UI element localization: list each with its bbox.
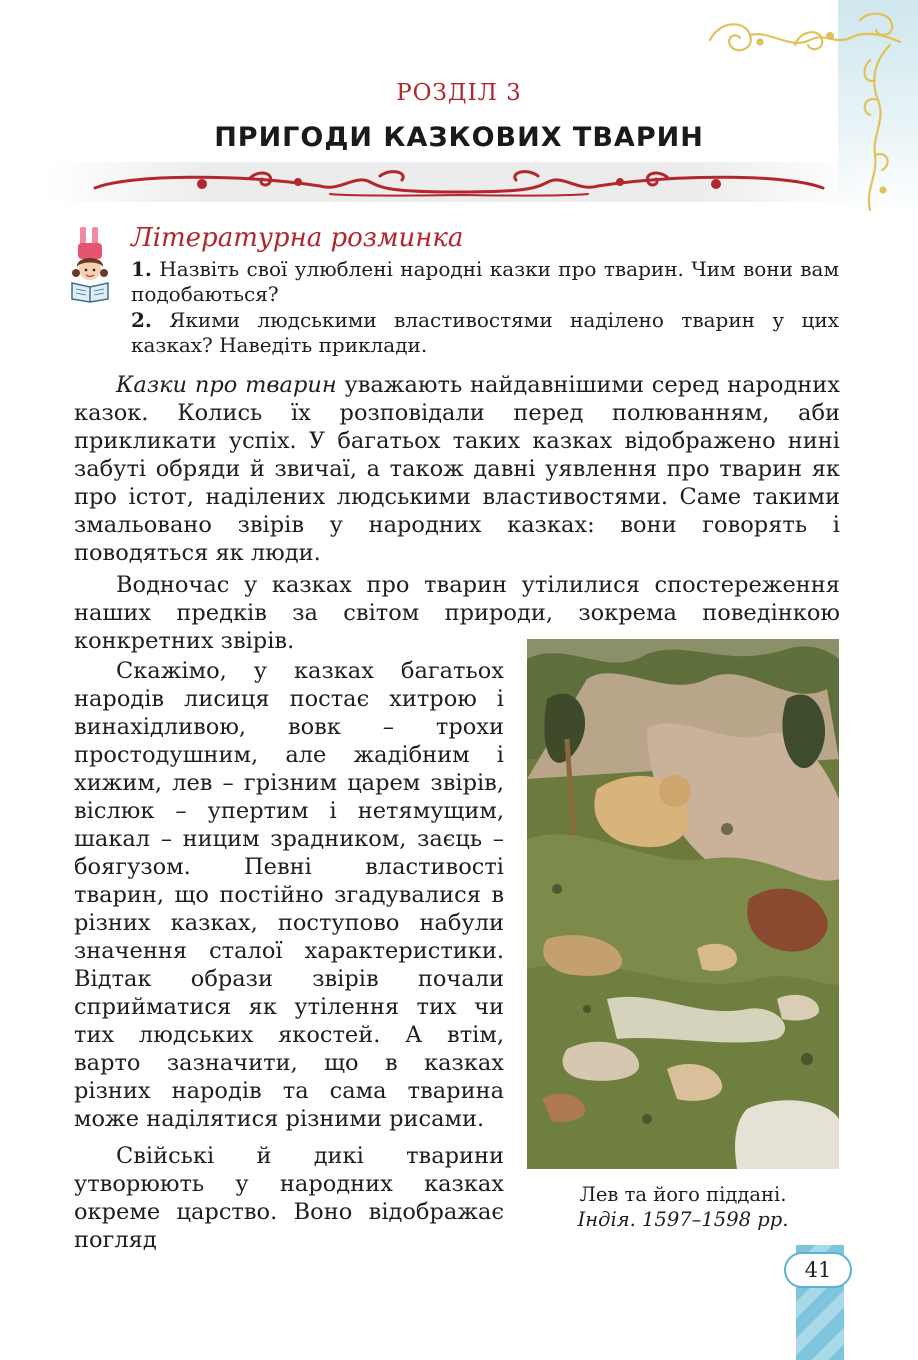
section-label: РОЗДІЛ 3 — [396, 80, 522, 106]
paragraph-text: уважають найдавнішими серед народних казок. Колись їх розповідали перед полюванням, аби прикликати успіх. У багатьох таких казках відображено нині забуті обряди й звичаї, а також давні уявлення про тварин як про істот, наділених людськими властивостями. Саме такими змальовано звірів у народних казках: вони говорять і поводяться як люди. — [74, 372, 840, 566]
chapter-title: ПРИГОДИ КАЗКОВИХ ТВАРИН — [214, 122, 704, 153]
warmup-question-2 — [131, 308, 839, 358]
question-number: 1. — [131, 257, 152, 281]
reading-girl-icon — [70, 225, 112, 303]
red-scroll-divider — [90, 166, 828, 198]
miniature-painting-image — [527, 639, 839, 1169]
question-number: 2. — [131, 308, 152, 332]
figure-caption-title: Лев та його піддані. — [579, 1183, 787, 1206]
question-text: Назвіть свої улюблені народні казки про тварин. Чим вони вам подобаються? — [131, 257, 840, 306]
page-number: 41 — [784, 1252, 852, 1288]
warmup-heading: Літературна розминка — [131, 223, 464, 253]
warmup-question-1 — [131, 257, 839, 307]
body-paragraph-3: Скажімо, у казках багатьох народів лисиця постає хитрою і винахідливою, вовк – трохи простодушним, але жадібним і хижим, лев – грізним царем звірів, віслюк – упертим і нетямущим, шакал – ницим зрадником, заєць – боягузом. Певні властивості тварин, що постійно згадувалися в різних казках, поступово набули значення сталої характеристики. Відтак образи звірів почали сприйматися як утілення тих чи тих людських якостей. А втім, варто зазначити, що в казках різних народів та сама тварина може наділятися різними рисами. — [74, 658, 504, 1132]
question-text: Якими людськими властивостями наділено тварин у цих казках? Наведіть приклади. — [131, 308, 839, 357]
body-paragraph-2: Водночас у казках про тварин утілилися спостереження наших предків за світом природи, зокрема поведінкою конкретних звірів. — [74, 572, 840, 654]
body-paragraph-4: Свійські й дикі тварини утворюють у народних казках окреме царство. Воно відображає погляд — [74, 1143, 504, 1253]
emphasis-term: Казки про тварин — [116, 372, 337, 398]
body-paragraph-1 — [74, 371, 840, 567]
figure-caption-origin: Індія. 1597–1598 рр. — [577, 1208, 789, 1231]
